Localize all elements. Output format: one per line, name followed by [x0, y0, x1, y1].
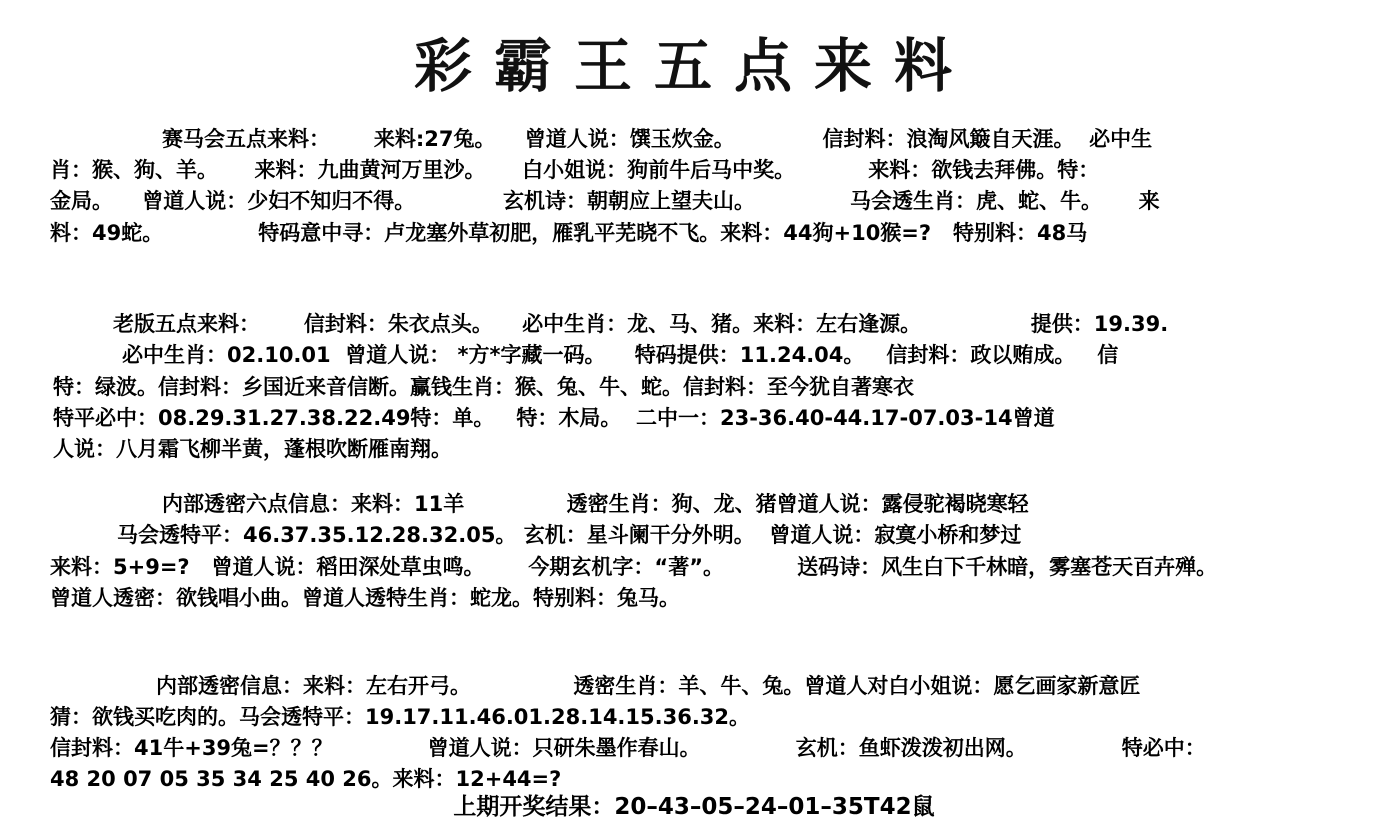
text-line: 48 20 07 05 35 34 25 40 26。来料：12+44=? [50, 767, 562, 791]
text-line: 特：绿波。信封料：乡国近来音信断。赢钱生肖：猴、兔、牛、蛇。信封料：至今犹自著寒衣 [53, 375, 914, 399]
text-line: 人说：八月霜飞柳半黄，蓬根吹断雁南翔。 [53, 437, 452, 461]
page-title: 彩霸王五点来料 [413, 32, 974, 100]
text-line: 马会透特平：46.37.35.12.28.32.05。 玄机：星斗阑干分外明。 曾道人说：寂寞小桥和梦过 [117, 523, 1022, 547]
text-line: 金局。 曾道人说：少妇不知归不得。 玄机诗：朝朝应上望夫山。 马会透生肖：虎、蛇、牛。 来 [50, 189, 1160, 213]
text-line: 来料：5+9=? 曾道人说：稻田深处草虫鸣。 今期玄机字：“著”。 送码诗：风生白下千林暗，雾塞苍天百卉殚。 [50, 555, 1218, 579]
text-line: 肖：猴、狗、羊。 来料：九曲黄河万里沙。 白小姐说：狗前牛后马中奖。 来料：欲钱去拜佛。特： [50, 158, 1100, 182]
text-line: 赛马会五点来料： 来料:27兔。 曾道人说：馔玉炊金。 信封料：浪淘风簸自天涯。 必中生 [162, 127, 1153, 151]
text-line: 曾道人透密：欲钱唱小曲。曾道人透特生肖：蛇龙。特别料：兔马。 [50, 586, 680, 610]
last-draw-result: 上期开奖结果：20–43–05–24–01–35T42鼠 [453, 794, 935, 820]
text-line: 料：49蛇。 特码意中寻：卢龙塞外草初肥，雁乳平芜晓不飞。来料：44狗+10猴=? 特别料：48马 [50, 221, 1088, 245]
text-line: 必中生肖：02.10.01 曾道人说： *方*字藏一码。 特码提供：11.24.04。 信封料：政以贿成。 信 [122, 343, 1119, 367]
text-line: 内部透密信息：来料：左右开弓。 透密生肖：羊、牛、兔。曾道人对白小姐说：愿乞画家新意匠 [156, 674, 1141, 698]
text-line: 信封料：41牛+39兔=？？？ 曾道人说：只研朱墨作春山。 玄机：鱼虾泼泼初出网。 特必中： [50, 736, 1206, 760]
text-line: 特平必中：08.29.31.27.38.22.49特：单。 特：木局。 二中一：23-36.40-44.17-07.03-14曾道 [53, 406, 1055, 430]
text-line: 内部透密六点信息：来料：11羊 透密生肖：狗、龙、猪曾道人说：露侵驼褐晓寒轻 [162, 492, 1029, 516]
text-line: 猜：欲钱买吃肉的。马会透特平：19.17.11.46.01.28.14.15.36.32。 [50, 705, 751, 729]
text-line: 老版五点来料： 信封料：朱衣点头。 必中生肖：龙、马、猪。来料：左右逢源。 提供：19.39. [113, 312, 1169, 336]
